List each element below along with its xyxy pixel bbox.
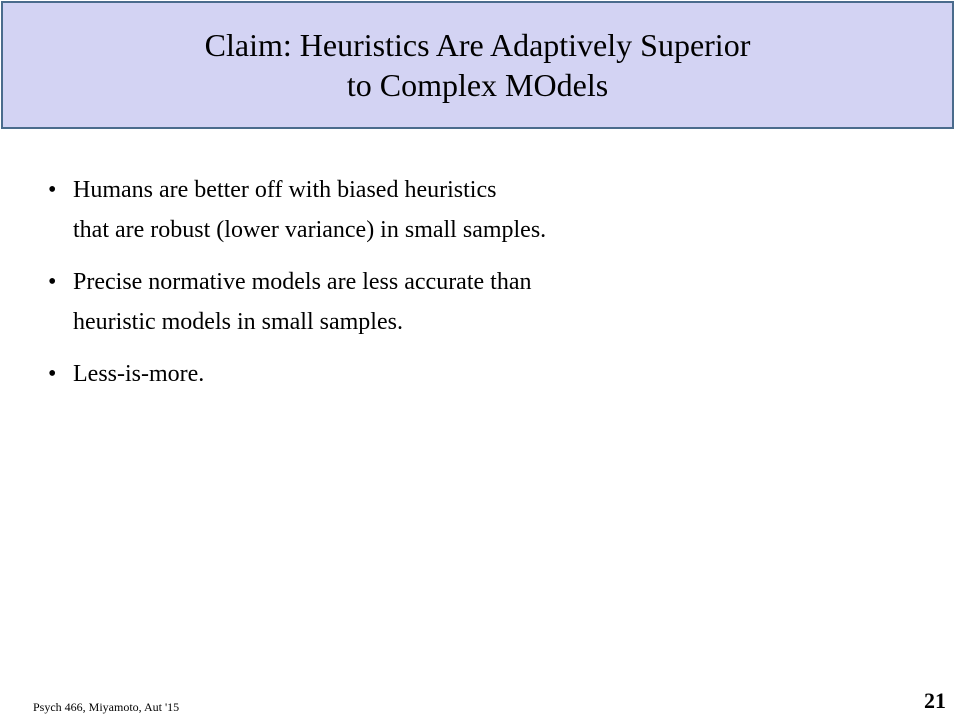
slide-footer: Psych 466, Miyamoto, Aut '15 xyxy=(33,700,180,714)
bullet-text-line: Precise normative models are less accurate than xyxy=(73,269,532,295)
bullet-list xyxy=(48,170,928,406)
bullet-item-3 xyxy=(48,354,928,394)
bullet-dot-icon: • xyxy=(48,269,57,295)
bullet-dot-icon: • xyxy=(48,177,57,203)
bullet-dot-icon: • xyxy=(48,361,57,387)
page-number: 21 xyxy=(924,688,946,713)
slide-title-box xyxy=(1,1,954,129)
bullet-text-line: heuristic models in small samples. xyxy=(73,309,403,335)
bullet-text-line: Humans are better off with biased heuristics xyxy=(73,177,497,203)
slide-title-line-1: Claim: Heuristics Are Adaptively Superior xyxy=(204,27,751,63)
bullet-text-line: that are robust (lower variance) in small samples. xyxy=(73,217,547,243)
bullet-item-2 xyxy=(48,262,928,342)
slide-title-line-2: to Complex MOdels xyxy=(346,67,609,103)
bullet-item-1 xyxy=(48,170,928,250)
bullet-text-line: Less-is-more. xyxy=(73,361,205,387)
